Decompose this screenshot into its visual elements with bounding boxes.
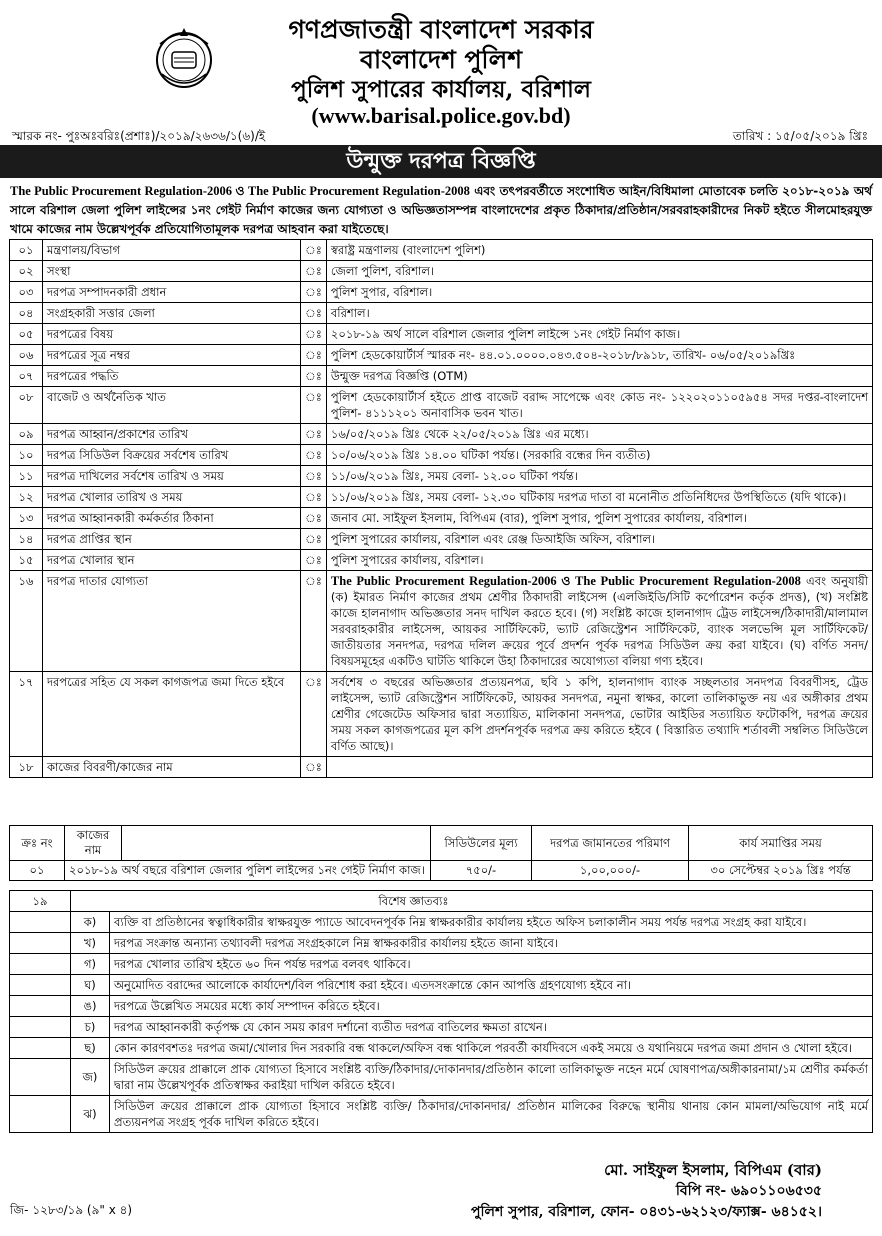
row-value: ১১/০৬/২০১৯ খ্রিঃ, সময় বেলা- ১২.৩০ ঘটিকায় দরপত্র দাতা বা মনোনীত প্রতিনিধিদের উপস্থিতিতে (যদি থাকে)। bbox=[326, 487, 872, 508]
row-value: সর্বশেষ ৩ বছরের অভিজ্ঞতার প্রত্যয়নপত্র, ছবি ১ কপি, হালনাগাদ ব্যাংক সচ্ছলতার সনদপত্র বিবরণীসহ, ট্রেড লাইসেন্স, ভ্যাট রেজিস্ট্রেশন সার্টিফিকেট, আয়কর সনদপত্র, নমুনা স্বাক্ষর, কালো তালিকাভুক্ত নয় এর অঙ্গীকার প্রথম শ্রেণীর গেজেটেড অফিসার দ্বারা সত্যায়িত, মালিকানা সনদপত্র, ভোটার আইডির সত্যায়িত ফটোকপি, দরপত্র ক্রয়ের সময় সকল কাগজপত্রের মূল কপি প্রদর্শনপূর্বক দরপত্র ক্রয় করিতে হইবে ( বিস্তারিত তথ্যাদি শর্তাবলী সম্বলিত সিডিউলে বর্ণিত আছে)। bbox=[326, 672, 872, 757]
row-number: ১০ bbox=[10, 445, 43, 466]
special-note-blank bbox=[10, 954, 71, 975]
table-row bbox=[10, 424, 873, 445]
notice-banner: উন্মুক্ত দরপত্র বিজ্ঞপ্তি bbox=[0, 145, 882, 178]
special-notes-table bbox=[9, 890, 873, 1133]
row-label: দরপত্র সিডিউল বিক্রয়ের সর্বশেষ তারিখ bbox=[43, 445, 301, 466]
special-note-text: দরপত্র আহ্বানকারী কর্তৃপক্ষ যে কোন সময় কারণ দর্শানো ব্যতীত দরপত্র বাতিলের ক্ষমতা রাখেন। bbox=[110, 1017, 873, 1038]
special-note-blank bbox=[10, 1017, 71, 1038]
row-label: দরপত্র আহ্বান/প্রকাশের তারিখ bbox=[43, 424, 301, 445]
row-value: ২০১৮-১৯ অর্থ সালে বরিশাল জেলার পুলিশ লাইন্সে ১নং গেইট নির্মাণ কাজ। bbox=[326, 324, 872, 345]
special-title-row bbox=[10, 891, 873, 912]
work-price: ৭৫০/- bbox=[431, 861, 532, 881]
table-row bbox=[10, 240, 873, 261]
table-row bbox=[10, 324, 873, 345]
special-note-text: কোন কারণবশতঃ দরপত্র জমা/খোলার দিন সরকারি বন্ধ থাকলে/অফিস বন্ধ থাকিলে পরবর্তী কার্যদিবসে একই সময়ে ও যথানিয়মে দরপত্র জমা প্রদান ও খোলা হইবে। bbox=[110, 1038, 873, 1059]
signatory-bp-number: বিপি নং- ৬৯০১১০৬৫৩৫ bbox=[675, 1183, 822, 1199]
row-value: জনাব মো. সাইফুল ইসলাম, বিপিএম (বার), পুলিশ সুপার, পুলিশ সুপারের কার্যালয়, বরিশাল। bbox=[326, 508, 872, 529]
table-row bbox=[10, 282, 873, 303]
table-row bbox=[10, 445, 873, 466]
work-header-security: দরপত্র জামানতের পরিমাণ bbox=[532, 826, 689, 861]
row-separator: ঃ bbox=[301, 424, 327, 445]
row-value bbox=[326, 757, 872, 778]
row-separator: ঃ bbox=[301, 261, 327, 282]
row-separator: ঃ bbox=[301, 387, 327, 424]
special-note-text: দরপত্রে উল্লেখিত সময়ের মধ্যে কার্য সম্পাদন করিতে হইবে। bbox=[110, 996, 873, 1017]
row-value bbox=[326, 571, 872, 672]
row-number: ০২ bbox=[10, 261, 43, 282]
special-note-blank bbox=[10, 996, 71, 1017]
row-label: কাজের বিবরণী/কাজের নাম bbox=[43, 757, 301, 778]
special-note-key: চ) bbox=[71, 1017, 110, 1038]
row-value: জেলা পুলিশ, বরিশাল। bbox=[326, 261, 872, 282]
special-number: ১৯ bbox=[10, 891, 71, 912]
special-note-row bbox=[10, 1017, 873, 1038]
work-header-name: কাজের নাম bbox=[65, 826, 122, 861]
work-security: ১,০০,০০০/- bbox=[532, 861, 689, 881]
work-serial: ০১ bbox=[10, 861, 65, 881]
website-link[interactable]: (www.barisal.police.gov.bd) bbox=[311, 103, 571, 128]
police-title: বাংলাদেশ পুলিশ bbox=[359, 45, 523, 74]
work-row bbox=[10, 861, 873, 881]
row-label: মন্ত্রণালয়/বিভাগ bbox=[43, 240, 301, 261]
special-note-key: ঝ) bbox=[71, 1096, 110, 1133]
intro-text: এবং তৎপরবর্তীতে সংশোধিত আইন/বিধিমালা মোতাবেক চলতি ২০১৮-২০১৯ অর্থ সালে বরিশাল জেলা পুলিশ লাইন্সের ১নং গেইট নির্মাণ কাজের জন্য যোগ্যতা ও অভিজ্ঞতাসম্পন্ন বাংলাদেশের প্রকৃত ঠিকাদার/প্রতিষ্ঠান/সরবরাহকারীদের নিকট হইতে সীলমোহরযুক্ত খামে কাজের নাম উল্লেখপূর্বক প্রতিযোগিতামূলক দরপত্র আহবান করা যাইতেছে। bbox=[10, 184, 872, 236]
row-separator: ঃ bbox=[301, 282, 327, 303]
office-heading bbox=[0, 14, 882, 128]
row-label: দরপত্র খোলার তারিখ ও সময় bbox=[43, 487, 301, 508]
row-value: পুলিশ সুপার, বরিশাল। bbox=[326, 282, 872, 303]
table-row bbox=[10, 366, 873, 387]
signatory-name: মো. সাইফুল ইসলাম, বিপিএম (বার) bbox=[604, 1161, 822, 1179]
row-separator: ঃ bbox=[301, 757, 327, 778]
table-row bbox=[10, 672, 873, 757]
row-separator: ঃ bbox=[301, 529, 327, 550]
table-row bbox=[10, 508, 873, 529]
row-number: ১৩ bbox=[10, 508, 43, 529]
special-note-blank bbox=[10, 1038, 71, 1059]
special-note-row bbox=[10, 1096, 873, 1133]
special-note-row bbox=[10, 954, 873, 975]
special-note-blank bbox=[10, 1096, 71, 1133]
work-table bbox=[9, 825, 873, 881]
special-note-blank bbox=[10, 912, 71, 933]
row-separator: ঃ bbox=[301, 487, 327, 508]
work-header-row bbox=[10, 826, 873, 861]
row-separator: ঃ bbox=[301, 445, 327, 466]
row-label: দরপত্র সম্পাদনকারী প্রধান bbox=[43, 282, 301, 303]
row-label: দরপত্র খোলার স্থান bbox=[43, 550, 301, 571]
work-header-price: সিডিউলের মূল্য bbox=[431, 826, 532, 861]
row-number: ০৪ bbox=[10, 303, 43, 324]
intro-paragraph bbox=[10, 182, 872, 239]
qualification-text: এবং অনুযায়ী (ক) ইমারত নির্মাণ কাজের প্রথম শ্রেণীর ঠিকাদারী লাইসেন্স (এলজিইডি/সিটি কর্পোরেশন কর্তৃক প্রদত্ত), (খ) সংশ্লিষ্ট কাজে হালনাগাদ অভিজ্ঞতার সনদ দাখিল করতে হবে। (গ) সংশ্লিষ্ট কাজে হালনাগাদ ট্রেড লাইসেন্স/ঠিকাদারী/মালামাল সরবরাহকারীর লাইসেন্স, আয়কর সার্টিফিকেট, ভ্যাট রেজিস্ট্রেশন সার্টিফিকেট, ব্যাংক সলভেন্সি মূল সার্টিফিকেট/জাতীয়তার সনদপত্র, দরপত্র দলিল ক্রয়ের পূর্বে প্রদর্শন পূর্বক দরপত্র সিডিউল ক্রয় করা যাইবে। (ঘ) বর্ণিত সনদ/বিষয়সমূহের একটিও ঘাটতি থাকিলে উহা ঠিকাদারের অযোগ্যতা বলিয়া গণ্য হইবে। bbox=[330, 574, 869, 668]
row-number: ০৯ bbox=[10, 424, 43, 445]
row-label: দরপত্র দাতার যোগ্যতা bbox=[43, 571, 301, 672]
row-separator: ঃ bbox=[301, 672, 327, 757]
row-value: পুলিশ হেডকোয়ার্টার্স হইতে প্রাপ্ত বাজেট বরাদ্দ সাপেক্ষে এবং কোড নং- ১২২০২০১১০৫৯৫৪ সদর দপ্তর-বাংলাদেশ পুলিশ- ৪১১১২০১ অনাবাসিক ভবন খাত। bbox=[326, 387, 872, 424]
special-note-key: ক) bbox=[71, 912, 110, 933]
special-title: বিশেষ জ্ঞাতব্যঃ bbox=[71, 891, 873, 912]
row-number: ১৪ bbox=[10, 529, 43, 550]
row-value: ১০/০৬/২০১৯ খ্রিঃ ১৪.০০ ঘটিকা পর্যন্ত। (সরকারি বন্ধের দিন ব্যতীত) bbox=[326, 445, 872, 466]
work-name: ২০১৮-১৯ অর্থ বছরে বরিশাল জেলার পুলিশ লাইন্সের ১নং গেইট নির্মাণ কাজ। bbox=[65, 861, 431, 881]
reference-code: জি- ১২৮৩/১৯ (৯" x ৪) bbox=[10, 1203, 133, 1217]
row-number: ১৫ bbox=[10, 550, 43, 571]
table-row bbox=[10, 345, 873, 366]
row-number: ০৬ bbox=[10, 345, 43, 366]
row-number: ০৭ bbox=[10, 366, 43, 387]
special-note-key: গ) bbox=[71, 954, 110, 975]
memo-number: স্মারক নং- পুঃঅঃবরিঃ(প্রশাঃ)/২০১৯/২৬৩৬/১(৬)/ই bbox=[12, 129, 266, 143]
table-row bbox=[10, 303, 873, 324]
row-value: পুলিশ সুপারের কার্যালয়, বরিশাল এবং রেঞ্জ ডিআইজি অফিস, বরিশাল। bbox=[326, 529, 872, 550]
row-number: ০৩ bbox=[10, 282, 43, 303]
special-note-blank bbox=[10, 933, 71, 954]
row-label: সংস্থা bbox=[43, 261, 301, 282]
special-note-blank bbox=[10, 975, 71, 996]
special-note-row bbox=[10, 1038, 873, 1059]
row-separator: ঃ bbox=[301, 324, 327, 345]
row-separator: ঃ bbox=[301, 303, 327, 324]
table-row bbox=[10, 571, 873, 672]
table-row bbox=[10, 550, 873, 571]
row-label: দরপত্রের সহিত যে সকল কাগজপত্র জমা দিতে হইবে bbox=[43, 672, 301, 757]
office-title: পুলিশ সুপারের কার্যালয়, বরিশাল bbox=[291, 76, 591, 103]
row-number: ০৫ bbox=[10, 324, 43, 345]
special-note-key: ঙ) bbox=[71, 996, 110, 1017]
work-header-completion: কার্য সমাপ্তির সময় bbox=[689, 826, 873, 861]
row-separator: ঃ bbox=[301, 240, 327, 261]
row-value: ১১/০৬/২০১৯ খ্রিঃ, সময় বেলা- ১২.০০ ঘটিকা পর্যন্ত। bbox=[326, 466, 872, 487]
header bbox=[0, 0, 882, 150]
signature-block bbox=[471, 1160, 822, 1223]
row-number: ০৮ bbox=[10, 387, 43, 424]
tender-details-table bbox=[9, 239, 873, 778]
row-label: দরপত্র প্রাপ্তির স্থান bbox=[43, 529, 301, 550]
special-note-blank bbox=[10, 1059, 71, 1096]
special-note-key: জ) bbox=[71, 1059, 110, 1096]
special-note-key: ঘ) bbox=[71, 975, 110, 996]
row-separator: ঃ bbox=[301, 550, 327, 571]
row-number: ১১ bbox=[10, 466, 43, 487]
work-completion: ৩০ সেপ্টেম্বর ২০১৯ খ্রিঃ পর্যন্ত bbox=[689, 861, 873, 881]
row-label: বাজেট ও অর্থনৈতিক খাত bbox=[43, 387, 301, 424]
table-row bbox=[10, 261, 873, 282]
row-label: দরপত্রের পদ্ধতি bbox=[43, 366, 301, 387]
row-number: ১৮ bbox=[10, 757, 43, 778]
special-note-text: সিডিউল ক্রয়ের প্রাক্কালে প্রাক যোগ্যতা হিসাবে সংশ্লিষ্ট ব্যক্তি/ ঠিকাদার/দোকানদার/ প্রতিষ্ঠান মালিকের বিরুদ্ধে স্থানীয় থানায় কোন মামলা/অভিযোগ নাই মর্মে প্রত্যয়নপত্র সংগ্রহ পূর্বক দাখিল করিতে হইবে। bbox=[110, 1096, 873, 1133]
row-separator: ঃ bbox=[301, 571, 327, 672]
row-value: স্বরাষ্ট্র মন্ত্রণালয় (বাংলাদেশ পুলিশ) bbox=[326, 240, 872, 261]
row-label: দরপত্রের বিষয় bbox=[43, 324, 301, 345]
row-separator: ঃ bbox=[301, 366, 327, 387]
memo-date: তারিখ : ১৫/০৫/২০১৯ খ্রিঃ bbox=[732, 129, 868, 143]
special-note-text: অনুমোদিত বরাদ্দের আলোকে কার্যাদেশ/বিল পরিশোধ করা হইবে। এতদসংক্রান্তে কোন আপত্তি গ্রহণযোগ্য হইবে না। bbox=[110, 975, 873, 996]
row-value: উন্মুক্ত দরপত্র বিজ্ঞপ্তি (OTM) bbox=[326, 366, 872, 387]
row-number: ১২ bbox=[10, 487, 43, 508]
special-note-text: দরপত্র সংক্রান্ত অন্যান্য তথ্যাবলী দরপত্র সংগ্রহকালে নিম্ন স্বাক্ষরকারীর কার্যালয় হইতে জানা যাইবে। bbox=[110, 933, 873, 954]
table-row bbox=[10, 466, 873, 487]
special-note-row bbox=[10, 912, 873, 933]
table-row bbox=[10, 387, 873, 424]
row-label: দরপত্রের সূত্র নম্বর bbox=[43, 345, 301, 366]
row-separator: ঃ bbox=[301, 508, 327, 529]
qualification-regulation: The Public Procurement Regulation-2006 ও The Public Procurement Regulation-2008 bbox=[330, 574, 801, 588]
row-number: ১৭ bbox=[10, 672, 43, 757]
work-header-serial: ক্রঃ নং bbox=[10, 826, 65, 861]
row-label: দরপত্র আহ্বানকারী কর্মকর্তার ঠিকানা bbox=[43, 508, 301, 529]
special-note-row bbox=[10, 1059, 873, 1096]
special-note-key: খ) bbox=[71, 933, 110, 954]
signatory-contact: পুলিশ সুপার, বরিশাল, ফোন- ০৪৩১-৬২১২৩/ফ্যাক্স- ৬৪১৫২। bbox=[471, 1204, 822, 1220]
work-header-blank bbox=[122, 826, 431, 861]
special-note-row bbox=[10, 996, 873, 1017]
row-number: ১৬ bbox=[10, 571, 43, 672]
row-separator: ঃ bbox=[301, 345, 327, 366]
row-value: বরিশাল। bbox=[326, 303, 872, 324]
special-note-key: ছ) bbox=[71, 1038, 110, 1059]
table-row bbox=[10, 529, 873, 550]
govt-title: গণপ্রজাতন্ত্রী বাংলাদেশ সরকার bbox=[288, 15, 594, 44]
special-note-text: সিডিউল ক্রয়ের প্রাক্কালে প্রাক যোগ্যতা হিসাবে সংশ্লিষ্ট ব্যক্তি/ঠিকাদার/দোকানদার/প্রতিষ্ঠান কালো তালিকাভুক্ত নহেন মর্মে ঘোষণাপত্র/অঙ্গীকারনামা/১ম শ্রেণীর কর্মকর্তা দ্বারা নাম উল্লেখপূর্বক প্রতিস্বাক্ষর করাইয়া দাখিল করিতে হইবে। bbox=[110, 1059, 873, 1096]
row-number: ০১ bbox=[10, 240, 43, 261]
table-row bbox=[10, 487, 873, 508]
special-note-row bbox=[10, 933, 873, 954]
table-row bbox=[10, 757, 873, 778]
row-value: পুলিশ সুপারের কার্যালয়, বরিশাল। bbox=[326, 550, 872, 571]
special-note-row bbox=[10, 975, 873, 996]
row-value: ১৬/০৫/২০১৯ খ্রিঃ থেকে ২২/০৫/২০১৯ খ্রিঃ এর মধ্যে। bbox=[326, 424, 872, 445]
row-label: দরপত্র দাখিলের সর্বশেষ তারিখ ও সময় bbox=[43, 466, 301, 487]
special-note-text: ব্যক্তি বা প্রতিষ্ঠানের স্বত্বাধিকারীর স্বাক্ষরযুক্ত প্যাডে আবেদনপূর্বক নিম্ন স্বাক্ষরকারীর কার্যালয় হইতে অফিস চলাকালীন সময় পর্যন্ত দরপত্র সংগ্রহ করা যাইবে। bbox=[110, 912, 873, 933]
row-value: পুলিশ হেডকোয়ার্টার্স স্মারক নং- ৪৪.০১.০০০০.০৪৩.৫০৪-২০১৮/৮৯১৮, তারিখ- ০৬/০৫/২০১৯খ্রিঃ bbox=[326, 345, 872, 366]
row-separator: ঃ bbox=[301, 466, 327, 487]
intro-regulation: The Public Procurement Regulation-2006 ও The Public Procurement Regulation-2008 bbox=[10, 184, 470, 198]
special-note-text: দরপত্র খোলার তারিখ হইতে ৬০ দিন পর্যন্ত দরপত্র বলবৎ থাকিবে। bbox=[110, 954, 873, 975]
row-label: সংগ্রহকারী সত্তার জেলা bbox=[43, 303, 301, 324]
